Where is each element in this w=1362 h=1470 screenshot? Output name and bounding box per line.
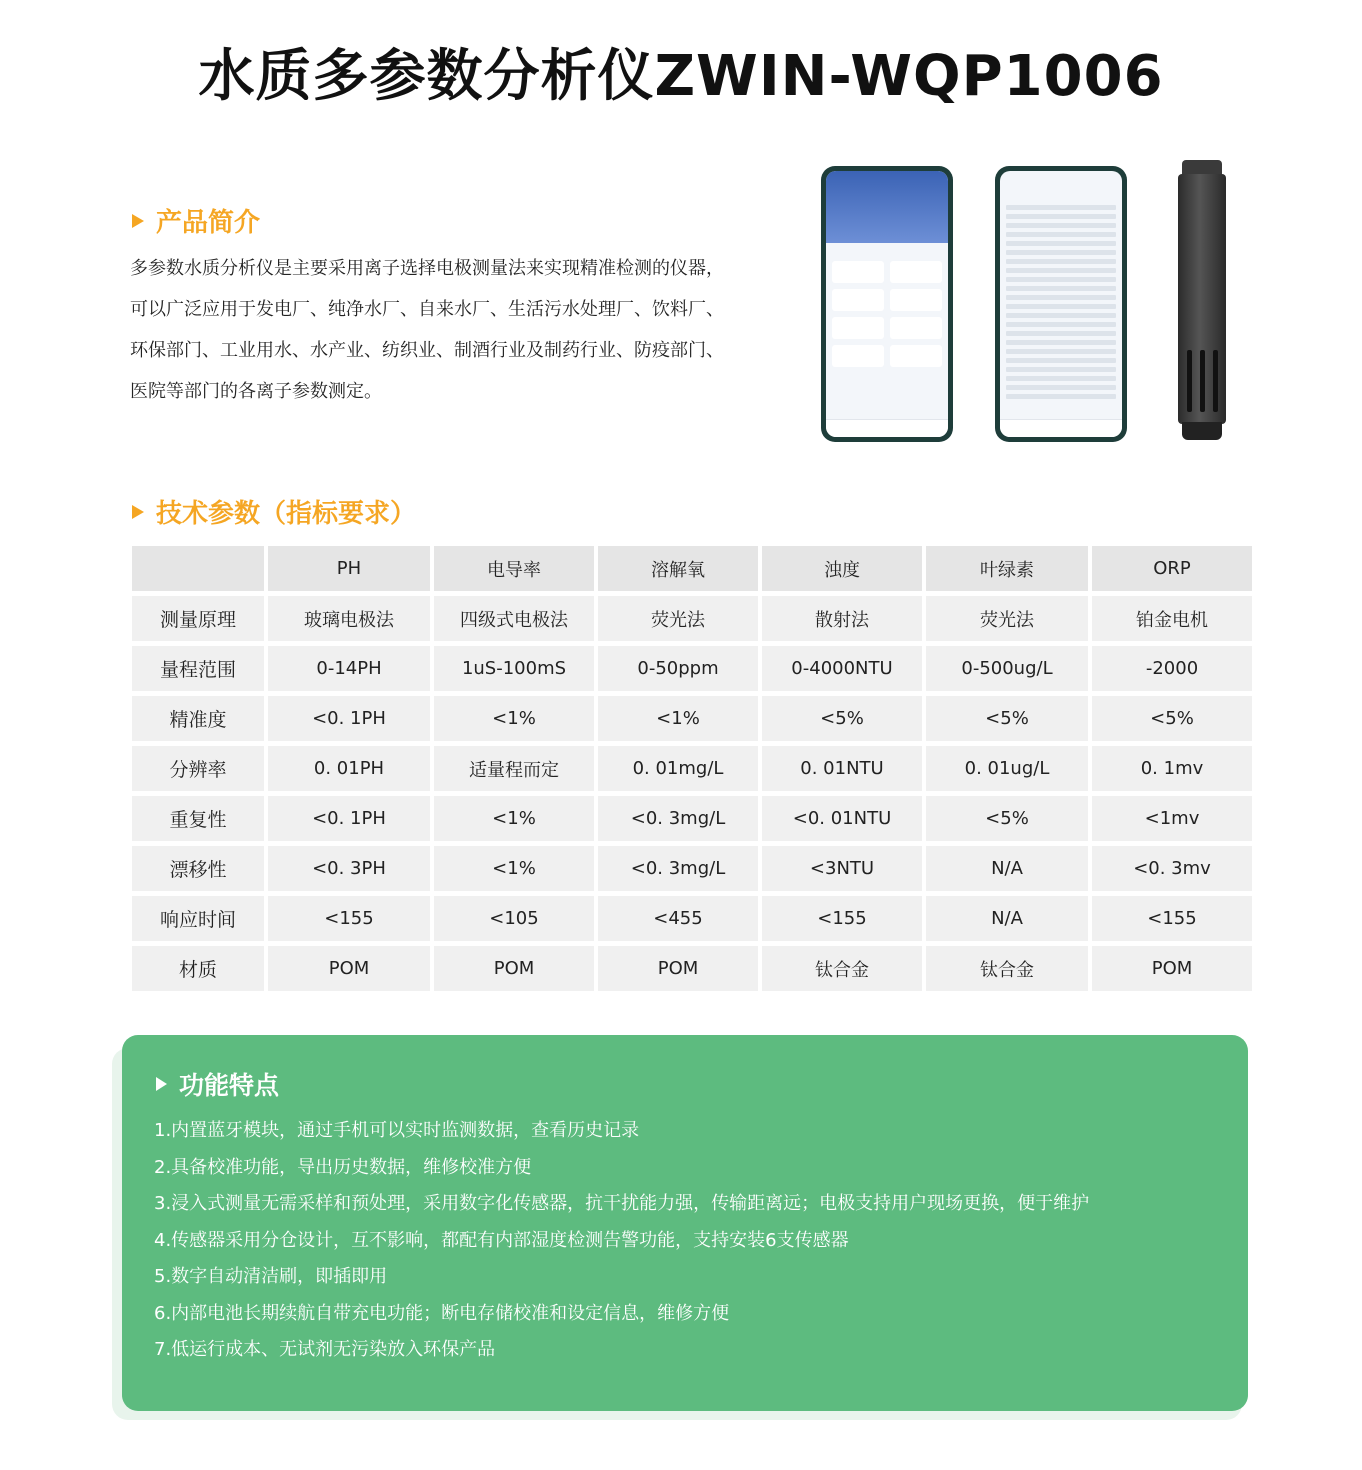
- table-row-label: 精准度: [132, 696, 264, 741]
- table-cell: <5%: [762, 696, 922, 741]
- app-row-graphic: [1006, 313, 1116, 318]
- table-cell: 荧光法: [926, 596, 1088, 641]
- table-row-label: 重复性: [132, 796, 264, 841]
- table-row: [132, 746, 1252, 791]
- table-row-label: 分辨率: [132, 746, 264, 791]
- table-cell: <0. 3PH: [268, 846, 430, 891]
- probe-slot: [1213, 350, 1218, 412]
- table-header-cell: PH: [268, 546, 430, 591]
- table-cell: POM: [434, 946, 594, 991]
- table-cell: N/A: [926, 896, 1088, 941]
- app-card-graphic: [832, 317, 884, 339]
- app-row-graphic: [1006, 205, 1116, 210]
- table-row-label: 测量原理: [132, 596, 264, 641]
- table-header-cell: 浊度: [762, 546, 922, 591]
- table-row-label: 漂移性: [132, 846, 264, 891]
- app-row-graphic: [1006, 250, 1116, 255]
- table-cell: <105: [434, 896, 594, 941]
- table-row-label: 量程范围: [132, 646, 264, 691]
- app-row-graphic: [1006, 214, 1116, 219]
- table-row: [132, 596, 1252, 641]
- app-row-graphic: [1006, 241, 1116, 246]
- table-cell: <155: [1092, 896, 1252, 941]
- app-row-graphic: [1006, 358, 1116, 363]
- table-row: [132, 696, 1252, 741]
- features-heading-label: 功能特点: [179, 1071, 280, 1100]
- intro-line: 可以广泛应用于发电厂、纯净水厂、自来水厂、生活污水处理厂、饮料厂、: [130, 299, 724, 320]
- table-cell: 0. 01PH: [268, 746, 430, 791]
- features-list: [154, 1113, 1214, 1369]
- intro-line: 环保部门、工业用水、水产业、纺织业、制酒行业及制药行业、防疫部门、: [130, 340, 724, 361]
- feature-item: 2.具备校准功能，导出历史数据，维修校准方便: [154, 1156, 532, 1178]
- app-row-graphic: [1006, 376, 1116, 381]
- intro-line: 医院等部门的各离子参数测定。: [130, 381, 382, 402]
- app-row-graphic: [1006, 322, 1116, 327]
- table-row: [132, 896, 1252, 941]
- table-cell: <3NTU: [762, 846, 922, 891]
- table-cell: <1%: [434, 796, 594, 841]
- table-row: [132, 796, 1252, 841]
- phone-app-history-image: [995, 166, 1127, 442]
- phone-screen: [826, 171, 948, 437]
- app-card-graphic: [890, 345, 942, 367]
- table-cell: <0. 1PH: [268, 796, 430, 841]
- feature-item: 5.数字自动清洁刷，即插即用: [154, 1266, 388, 1287]
- triangle-right-icon: [132, 214, 144, 228]
- table-cell: 荧光法: [598, 596, 758, 641]
- table-cell: <1%: [434, 696, 594, 741]
- table-cell: <0. 3mv: [1092, 846, 1252, 891]
- app-row-graphic: [1006, 286, 1116, 291]
- table-cell: 四级式电极法: [434, 596, 594, 641]
- table-cell: <1mv: [1092, 796, 1252, 841]
- table-cell: 0. 01NTU: [762, 746, 922, 791]
- table-cell: <0. 3mg/L: [598, 846, 758, 891]
- table-header-cell: ORP: [1092, 546, 1252, 591]
- table-cell: 0-4000NTU: [762, 646, 922, 691]
- app-row-graphic: [1006, 259, 1116, 264]
- table-cell: 适量程而定: [434, 746, 594, 791]
- table-cell: 0. 1mv: [1092, 746, 1252, 791]
- table-header-cell: 溶解氧: [598, 546, 758, 591]
- params-heading-label: 技术参数（指标要求）: [156, 499, 417, 529]
- table-cell: 铂金电机: [1092, 596, 1252, 641]
- table-row: [132, 946, 1252, 991]
- page-title: 水质多参数分析仪ZWIN-WQP1006: [198, 44, 1164, 109]
- table-cell: POM: [598, 946, 758, 991]
- probe-slot: [1187, 350, 1192, 412]
- table-cell: <0. 3mg/L: [598, 796, 758, 841]
- intro-line: 多参数水质分析仪是主要采用离子选择电极测量法来实现精准检测的仪器，: [130, 258, 724, 279]
- features-heading: [156, 1066, 279, 1102]
- app-row-graphic: [1006, 223, 1116, 228]
- app-row-graphic: [1006, 295, 1116, 300]
- app-card-graphic: [832, 345, 884, 367]
- table-row: [132, 846, 1252, 891]
- probe-slot: [1200, 350, 1205, 412]
- intro-heading-label: 产品简介: [156, 208, 261, 238]
- sensor-probe-image: [1178, 160, 1226, 442]
- app-card-graphic: [890, 261, 942, 283]
- app-row-graphic: [1006, 349, 1116, 354]
- params-heading: [132, 493, 416, 530]
- feature-item: 7.低运行成本、无试剂无污染放入环保产品: [154, 1339, 496, 1360]
- table-cell: <155: [268, 896, 430, 941]
- phone-app-realtime-image: [821, 166, 953, 442]
- app-row-graphic: [1006, 232, 1116, 237]
- app-row-graphic: [1006, 304, 1116, 309]
- app-tabbar-graphic: [1000, 419, 1122, 437]
- table-header-cell: 电导率: [434, 546, 594, 591]
- table-cell: <1%: [598, 696, 758, 741]
- app-row-graphic: [1006, 367, 1116, 372]
- app-card-graphic: [890, 317, 942, 339]
- table-cell: <0. 01NTU: [762, 796, 922, 841]
- table-row-label: 响应时间: [132, 896, 264, 941]
- table-row: [132, 646, 1252, 691]
- intro-heading: [132, 202, 260, 239]
- app-row-graphic: [1006, 331, 1116, 336]
- table-cell: <5%: [926, 696, 1088, 741]
- table-cell: N/A: [926, 846, 1088, 891]
- table-cell: 钛合金: [926, 946, 1088, 991]
- table-header-cell: [132, 546, 264, 591]
- table-header-cell: 叶绿素: [926, 546, 1088, 591]
- table-cell: 0-500ug/L: [926, 646, 1088, 691]
- table-cell: <5%: [926, 796, 1088, 841]
- intro-text: [130, 248, 780, 412]
- table-cell: <5%: [1092, 696, 1252, 741]
- app-row-graphic: [1006, 340, 1116, 345]
- triangle-right-icon: [156, 1077, 167, 1091]
- app-card-graphic: [832, 261, 884, 283]
- app-row-graphic: [1006, 394, 1116, 399]
- table-row-label: 材质: [132, 946, 264, 991]
- feature-item: 4.传感器采用分仓设计，互不影响，都配有内部湿度检测告警功能，支持安装6支传感器: [154, 1229, 849, 1251]
- triangle-right-icon: [132, 505, 144, 519]
- app-header-graphic: [826, 171, 948, 243]
- app-card-graphic: [890, 289, 942, 311]
- table-cell: 0-14PH: [268, 646, 430, 691]
- table-cell: 钛合金: [762, 946, 922, 991]
- table-cell: <1%: [434, 846, 594, 891]
- app-row-graphic: [1006, 385, 1116, 390]
- table-cell: <0. 1PH: [268, 696, 430, 741]
- table-cell: 玻璃电极法: [268, 596, 430, 641]
- spec-table: [128, 541, 1256, 996]
- table-cell: 0. 01ug/L: [926, 746, 1088, 791]
- table-cell: POM: [1092, 946, 1252, 991]
- app-row-graphic: [1006, 268, 1116, 273]
- table-cell: 1uS-100mS: [434, 646, 594, 691]
- table-cell: 0-50ppm: [598, 646, 758, 691]
- table-cell: 0. 01mg/L: [598, 746, 758, 791]
- feature-item: 1.内置蓝牙模块，通过手机可以实时监测数据，查看历史记录: [154, 1120, 640, 1141]
- app-tabbar-graphic: [826, 419, 948, 437]
- table-cell: <455: [598, 896, 758, 941]
- table-header-row: [132, 546, 1252, 591]
- table-cell: POM: [268, 946, 430, 991]
- table-cell: <155: [762, 896, 922, 941]
- table-cell: -2000: [1092, 646, 1252, 691]
- feature-item: 3.浸入式测量无需采样和预处理，采用数字化传感器，抗干扰能力强，传输距离远；电极支持用户现场更换，便于维护: [154, 1193, 1090, 1214]
- feature-item: 6.内部电池长期续航自带充电功能；断电存储校准和设定信息，维修方便: [154, 1302, 730, 1324]
- probe-base: [1182, 422, 1222, 440]
- app-card-graphic: [832, 289, 884, 311]
- phone-screen: [1000, 171, 1122, 437]
- table-cell: 散射法: [762, 596, 922, 641]
- app-row-graphic: [1006, 277, 1116, 282]
